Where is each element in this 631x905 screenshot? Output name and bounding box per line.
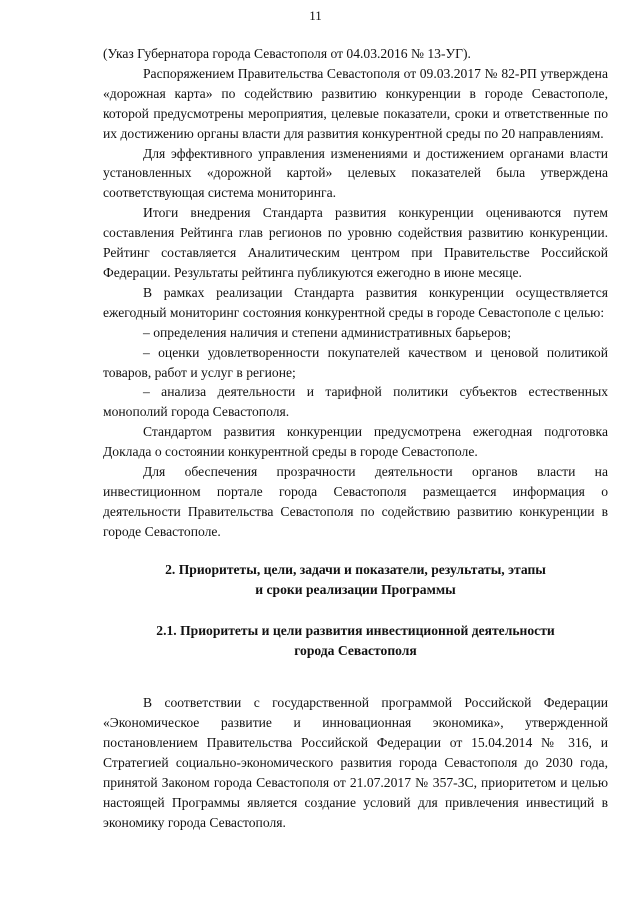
- paragraph-annual-monitoring: В рамках реализации Стандарта развития конкуренции осуществляется ежегодный мониторинг состояния конкурентной среды в городе Севастополе с целью:: [103, 284, 608, 320]
- paragraph-report: Стандартом развития конкуренции предусмотрена ежегодная подготовка Доклада о состоянии конкурентной среды в городе Севастополе.: [103, 424, 608, 460]
- list-item-satisfaction: – оценки удовлетворенности покупателей качеством и ценовой политикой товаров, работ и услуг в регионе;: [103, 344, 608, 380]
- list-item-barriers: – определения наличия и степени административных барьеров;: [143, 324, 512, 340]
- section-heading-2-1-line1: 2.1. Приоритеты и цели развития инвестиционной деятельности: [156, 623, 555, 639]
- paragraph-rating: Итоги внедрения Стандарта развития конкуренции оцениваются путем составления Рейтинга глав регионов по уровню содействия развитию конкуренции. Рейтинг составляется Аналитическим центром при Правительстве Российской Федерации. Результаты рейтинга публикуются ежегодно в июне месяце.: [103, 205, 608, 280]
- page-number: 11: [309, 8, 322, 23]
- section-heading-2-line1: 2. Приоритеты, цели, задачи и показатели, результаты, этапы: [165, 561, 546, 577]
- section-heading-2-line2: и сроки реализации Программы: [255, 581, 456, 597]
- section-heading-2-1: [103, 621, 608, 661]
- paragraph-program-priority: В соответствии с государственной программой Российской Федерации «Экономическое развитие и инновационная экономика», утвержденной постановлением Правительства Российской Федерации от 15.04.2014 № 316, и Стратегией социально-экономического развития города Севастополя до 2030 года, принятой Законом города Севастополя от 21.07.2017 № 357-ЗС, приоритетом и целью настоящей Программы является создание условий для привлечения инвестиций в экономику города Севастополя.: [103, 695, 608, 830]
- paragraph-roadmap: Распоряжением Правительства Севастополя от 09.03.2017 № 82-РП утверждена «дорожная карта» по содействию развитию конкуренции в городе Севастополе, которой предусмотрены мероприятия, целевые показатели, сроки и ответственные по их достижению органы власти для развития конкурентной среды по 20 направлениям.: [103, 65, 608, 141]
- paragraph-monitoring-system: Для эффективного управления изменениями и достижением органами власти установленных «дорожной картой» целевых показателей была утверждена соответствующая система мониторинга.: [103, 145, 608, 201]
- list-item-monopolies: – анализа деятельности и тарифной политики субъектов естественных монополий города Севастополя.: [103, 384, 608, 420]
- document-body: [103, 44, 608, 833]
- section-heading-2-1-line2: города Севастополя: [294, 643, 417, 659]
- paragraph-transparency: Для обеспечения прозрачности деятельности органов власти на инвестиционном портале города Севастополя размещается информация о деятельности Правительства Севастополя по содействию развитию конкуренции в городе Севастополе.: [103, 464, 608, 539]
- paragraph-decree-reference: (Указ Губернатора города Севастополя от 04.03.2016 № 13-УГ).: [103, 46, 471, 61]
- section-heading-2: [103, 560, 608, 600]
